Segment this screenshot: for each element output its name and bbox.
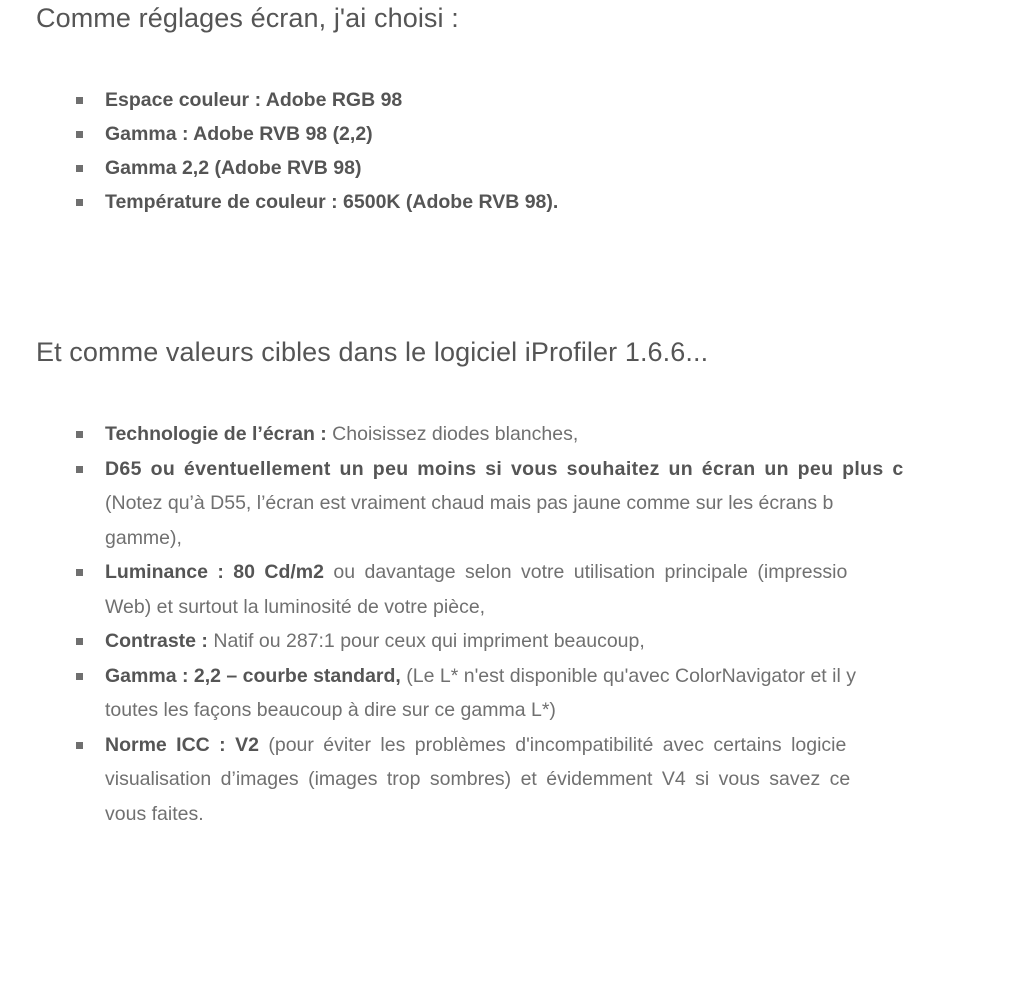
item-bold-label: Technologie de l’écran : [105,423,327,445]
list-item-icc-norm [76,728,1025,832]
item-bold-label: D65 ou éventuellement un peu moins si vous souhaitez un écran un peu plus c [105,457,904,480]
item-text-line-2: toutes les façons beaucoup à dire sur ce gamma L*) [105,699,556,721]
list-item-text: Température de couleur : 6500K (Adobe RVB 98). [105,191,559,213]
list-item-contrast [76,624,1025,659]
list-item [76,119,558,153]
list-item [76,85,558,119]
target-values-list [76,417,1025,831]
item-bold-label: Norme ICC : V2 [105,733,259,756]
item-text-line-2: visualisation d’images (images trop sombres) et évidemment V4 si vous savez ce [105,768,851,790]
screen-settings-list [76,85,558,221]
square-bullet-icon [76,165,83,172]
list-item-text: Gamma 2,2 (Adobe RVB 98) [105,157,362,179]
square-bullet-icon [76,97,83,104]
square-bullet-icon [76,131,83,138]
square-bullet-icon [76,199,83,206]
item-bold-label: Luminance : 80 Cd/m2 [105,561,324,583]
section-heading-screen-settings: Comme réglages écran, j'ai choisi : [36,3,459,33]
list-item [76,187,558,221]
list-item-text: Espace couleur : Adobe RGB 98 [105,89,403,111]
list-item-white-point [76,452,1025,556]
square-bullet-icon [76,431,83,438]
square-bullet-icon [76,742,83,749]
list-item-gamma [76,659,1025,728]
item-text-line-3: gamme), [105,526,182,549]
item-bold-label: Gamma : 2,2 – courbe standard, [105,664,401,687]
item-text: Natif ou 287:1 pour ceux qui impriment beaucoup, [207,630,645,652]
section-heading-target-values: Et comme valeurs cibles dans le logiciel iProfiler 1.6.6... [36,337,709,367]
item-text: ou davantage selon votre utilisation principale (impressio [323,561,848,583]
list-item-technology [76,417,1025,452]
item-text: (pour éviter les problèmes d'incompatibilité avec certains logicie [258,733,847,756]
list-item-text: Gamma : Adobe RVB 98 (2,2) [105,123,373,145]
square-bullet-icon [76,673,83,680]
list-item-luminance [76,555,1025,624]
item-text: Choisissez diodes blanches, [326,423,579,445]
item-text: (Le L* n'est disponible qu'avec ColorNavigator et il y [400,664,856,687]
item-text-line-3: vous faites. [105,802,204,825]
square-bullet-icon [76,638,83,645]
square-bullet-icon [76,569,83,576]
square-bullet-icon [76,466,83,473]
item-text-line-2: (Notez qu’à D55, l’écran est vraiment chaud mais pas jaune comme sur les écrans b [105,492,834,514]
item-text-line-2: Web) et surtout la luminosité de votre pièce, [105,595,486,618]
item-bold-label: Contraste : [105,630,208,652]
list-item [76,153,558,187]
